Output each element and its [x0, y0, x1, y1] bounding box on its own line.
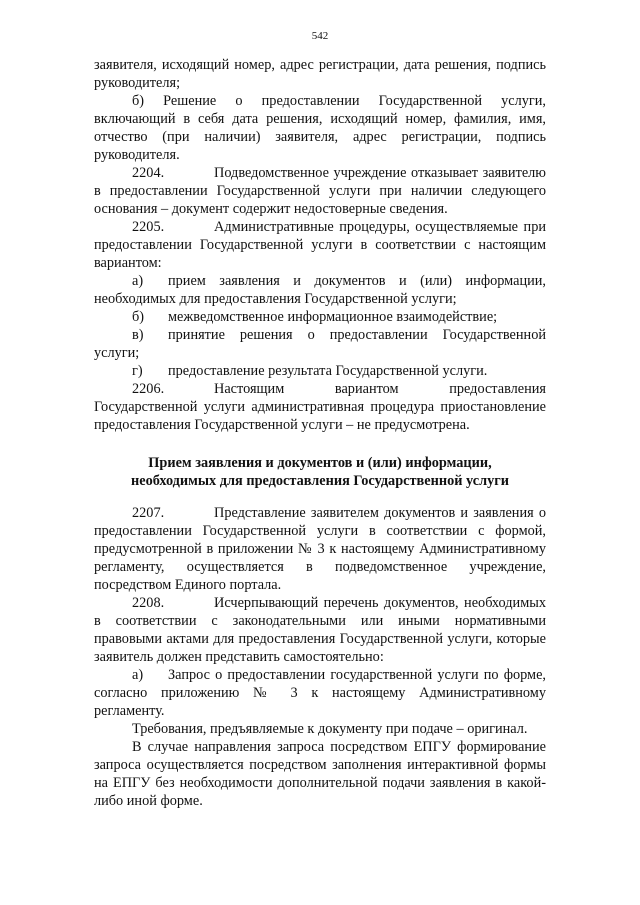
- paragraph-number: 2208.: [132, 595, 165, 611]
- paragraph-number: 2204.: [132, 165, 165, 181]
- paragraph-2205: [94, 218, 546, 272]
- section-heading-line: Прием заявления и документов и (или) информации,: [148, 455, 492, 471]
- paragraph-text: Исчерпывающий перечень документов, необходимых в соответствии с законодательными или иными нормативными правовыми актами для предоставления Государственной услуги, которые заявитель должен представить самостоятельно:: [94, 595, 546, 665]
- section-heading: [94, 454, 546, 490]
- paragraph-text: Настоящим вариантом предоставления Государственной услуги административная процедура приостановление предоставления Государственной услуги – не предусмотрена.: [94, 381, 546, 433]
- list-item: [94, 308, 546, 326]
- list-item-text: Запрос о предоставлении государственной услуги по форме, согласно приложению № 3 к настоящему Административному регламенту.: [94, 667, 546, 719]
- list-marker: г): [132, 363, 143, 379]
- paragraph-text: Административные процедуры, осуществляемые при предоставлении Государственной услуги в соответствии с настоящим вариантом:: [94, 219, 546, 271]
- list-item-text: принятие решения о предоставлении Государственной услуги;: [94, 327, 546, 361]
- paragraph-epgu: В случае направления запроса посредством ЕПГУ формирование запроса осуществляется посредством заполнения интерактивной формы на ЕПГУ без необходимости дополнительной подачи заявления в какой-либо иной форме.: [94, 739, 546, 809]
- paragraph-number: 2206.: [132, 381, 165, 397]
- paragraph-2207: [94, 504, 546, 594]
- paragraph-text: Представление заявителем документов и заявления о предоставлении Государственной услуги в соответствии с формой, предусмотренной в приложении № 3 к настоящему Административному регламенту, осуществляется в подведомственное учреждение, посредством Единого портала.: [94, 505, 546, 593]
- paragraph-decision-b: [94, 92, 546, 164]
- document-body: [94, 56, 546, 810]
- section-heading-line: необходимых для предоставления Государственной услуги: [131, 473, 509, 489]
- list-item: [94, 666, 546, 720]
- paragraph-2204: [94, 164, 546, 218]
- paragraph-text: Подведомственное учреждение отказывает заявителю в предоставлении Государственной услуги при наличии следующего основания – документ содержит недостоверные сведения.: [94, 165, 546, 217]
- list-item: [94, 272, 546, 308]
- paragraph-2206: [94, 380, 546, 434]
- list-marker: б): [132, 309, 145, 325]
- list-item: [94, 326, 546, 362]
- paragraph-requirements: Требования, предъявляемые к документу при подаче – оригинал.: [132, 721, 528, 737]
- list-item-text: предоставление результата Государственной услуги.: [168, 363, 488, 379]
- page-number: 542: [311, 30, 329, 42]
- list-marker: а): [132, 667, 144, 683]
- paragraph-text: Решение о предоставлении Государственной услуги, включающий в себя дата решения, исходящий номер, фамилия, имя, отчество (при наличии) заявителя, адрес регистрации, подпись руководителя.: [94, 93, 546, 163]
- list-marker: в): [132, 327, 144, 343]
- paragraph-2208: [94, 594, 546, 666]
- paragraph-number: 2205.: [132, 219, 165, 235]
- list-item-text: прием заявления и документов и (или) информации, необходимых для предоставления Государственной услуги;: [94, 273, 546, 307]
- list-marker: б): [132, 93, 145, 109]
- list-item: [94, 362, 546, 380]
- paragraph-number: 2207.: [132, 505, 165, 521]
- list-marker: а): [132, 273, 144, 289]
- paragraph-continuation: заявителя, исходящий номер, адрес регистрации, дата решения, подпись руководителя;: [94, 57, 546, 91]
- list-item-text: межведомственное информационное взаимодействие;: [168, 309, 498, 325]
